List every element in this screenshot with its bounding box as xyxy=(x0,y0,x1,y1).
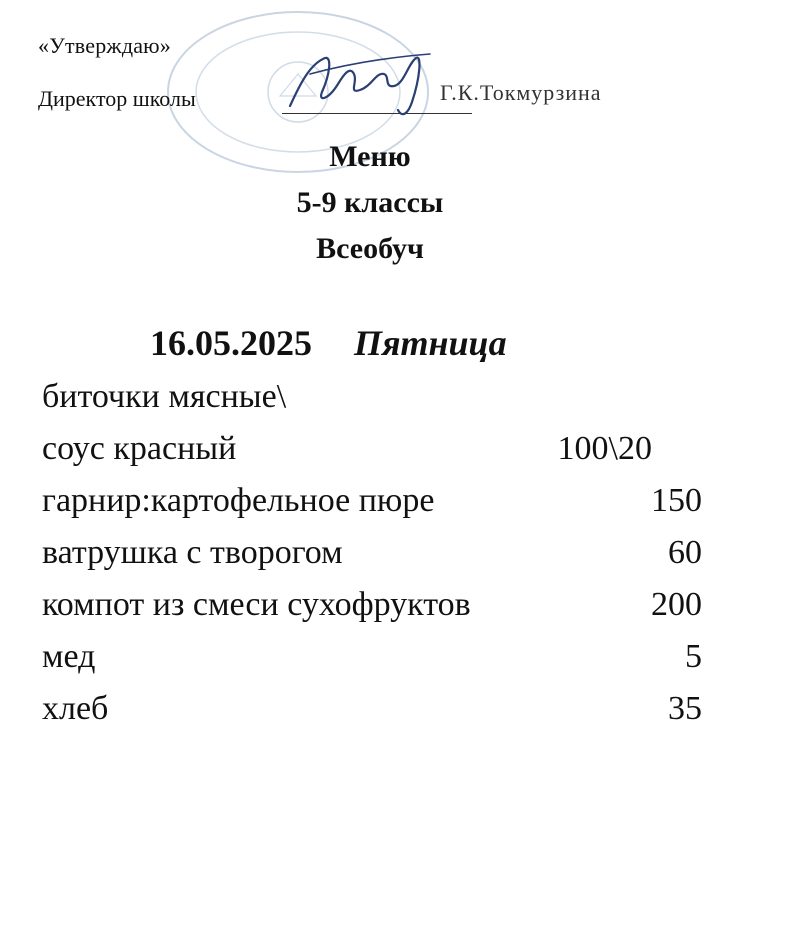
title-menu: Меню xyxy=(329,140,411,173)
director-label: Директор школы xyxy=(38,86,196,111)
menu-item xyxy=(42,690,702,742)
approval-heading: «Утверждаю» xyxy=(38,33,172,58)
menu-item-name: компот из смеси сухофруктов xyxy=(42,586,471,623)
menu-item-name: биточки мясные\ xyxy=(42,378,287,415)
menu-item-amount: 100\20 xyxy=(557,430,652,467)
menu-item-name: мед xyxy=(42,638,96,675)
menu-item-name: соус красный xyxy=(42,430,237,467)
menu-date: 16.05.2025 xyxy=(150,323,312,363)
menu-item-amount: 150 xyxy=(651,482,702,519)
menu-item-amount: 5 xyxy=(685,638,702,675)
title-grades: 5-9 классы xyxy=(296,186,444,219)
menu-item xyxy=(42,586,702,638)
title-program: Всеобуч xyxy=(316,232,424,265)
menu-item-amount: 35 xyxy=(668,690,702,727)
menu-item-name: гарнир:картофельное пюре xyxy=(42,482,435,519)
menu-item-amount: 200 xyxy=(651,586,702,623)
director-name: Г.К.Токмурзина xyxy=(440,80,602,105)
menu-weekday: Пятница xyxy=(354,323,507,363)
menu-item xyxy=(42,534,702,586)
signature xyxy=(280,44,450,124)
menu-title xyxy=(210,134,530,272)
menu-item-name: ватрушка с творогом xyxy=(42,534,343,571)
menu-item xyxy=(42,378,702,430)
date-line xyxy=(150,322,507,364)
menu-item xyxy=(42,482,702,534)
menu-item xyxy=(42,430,702,482)
menu-item xyxy=(42,638,702,690)
menu-item-amount: 60 xyxy=(668,534,702,571)
menu-item-name: хлеб xyxy=(42,690,109,727)
menu-list xyxy=(42,378,702,742)
